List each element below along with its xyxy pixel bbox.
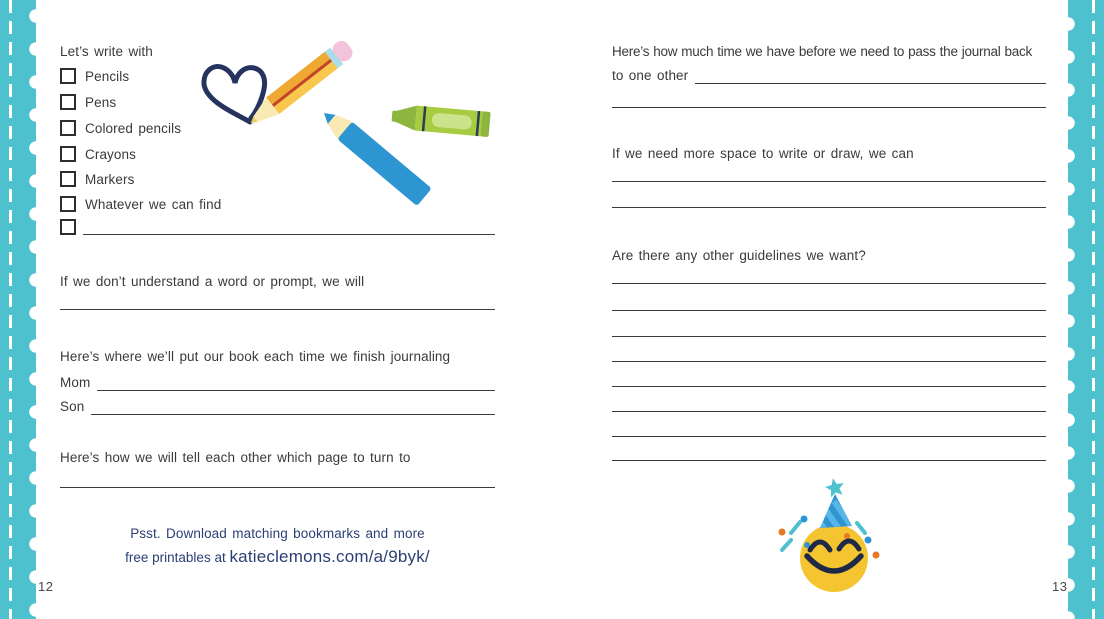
writing-line[interactable] bbox=[612, 460, 1046, 461]
writing-line[interactable] bbox=[612, 411, 1046, 412]
checkbox-blank[interactable] bbox=[60, 219, 76, 235]
writing-line[interactable] bbox=[612, 336, 1046, 337]
prompt-book-location: Here’s where we’ll put our book each time we finish journaling bbox=[60, 349, 451, 364]
writing-line[interactable] bbox=[612, 310, 1046, 311]
mom-answer-line[interactable] bbox=[97, 375, 495, 391]
writing-line[interactable] bbox=[60, 309, 495, 310]
printables-url-link[interactable]: katieclemons.com/a/9byk/ bbox=[229, 547, 430, 566]
writing-line[interactable] bbox=[612, 107, 1046, 108]
checkbox-row-pens bbox=[60, 93, 116, 111]
checkbox-label-pens: Pens bbox=[85, 94, 117, 110]
page-number-left: 12 bbox=[38, 579, 54, 594]
checkbox-row-crayons bbox=[60, 145, 136, 163]
prompt-dont-understand: If we don’t understand a word or prompt, we will bbox=[60, 274, 365, 289]
pass-back-row bbox=[612, 67, 1046, 84]
checkbox-label-markers: Markers bbox=[85, 171, 135, 187]
checkbox-markers[interactable] bbox=[60, 171, 76, 187]
footer-promo-line1: Psst. Download matching bookmarks and more bbox=[130, 526, 425, 541]
page-number-right: 13 bbox=[1052, 579, 1068, 594]
son-row bbox=[60, 398, 495, 415]
checkbox-crayons[interactable] bbox=[60, 146, 76, 162]
checkbox-label-crayons: Crayons bbox=[85, 146, 136, 162]
prompt-page-signal: Here’s how we will tell each other which page to turn to bbox=[60, 450, 411, 465]
checkbox-whatever[interactable] bbox=[60, 196, 76, 212]
left-tape-border bbox=[0, 0, 36, 619]
checkbox-label-pencils: Pencils bbox=[85, 68, 130, 84]
son-answer-line[interactable] bbox=[91, 399, 495, 415]
prompt-more-space: If we need more space to write or draw, we can bbox=[612, 146, 914, 161]
checkbox-row-markers bbox=[60, 170, 134, 188]
prompt-guidelines: Are there any other guidelines we want? bbox=[612, 248, 866, 263]
writing-line[interactable] bbox=[612, 181, 1046, 182]
mom-label: Mom bbox=[60, 375, 91, 390]
prompt-pass-back-line1: Here’s how much time we have before we need to pass the journal back bbox=[612, 44, 1032, 59]
prompt-pass-back-line2: to one other bbox=[612, 68, 689, 83]
writing-line[interactable] bbox=[612, 361, 1046, 362]
writing-line[interactable] bbox=[612, 283, 1046, 284]
checkbox-colored-pencils[interactable] bbox=[60, 120, 76, 136]
blank-option-line[interactable] bbox=[83, 219, 495, 235]
checkbox-label-whatever: Whatever we can find bbox=[85, 196, 222, 212]
son-label: Son bbox=[60, 399, 85, 414]
pass-back-answer-line[interactable] bbox=[695, 68, 1046, 84]
writing-tools-illustration bbox=[193, 42, 505, 212]
writing-line[interactable] bbox=[612, 436, 1046, 437]
writing-line[interactable] bbox=[60, 487, 495, 488]
checkbox-row-colored-pencils bbox=[60, 119, 181, 137]
checkbox-row-blank bbox=[60, 219, 495, 235]
mom-row bbox=[60, 374, 495, 391]
checkbox-pens[interactable] bbox=[60, 94, 76, 110]
write-with-heading: Let’s write with bbox=[60, 44, 153, 59]
party-face-icon bbox=[776, 476, 888, 604]
checkbox-row-pencils bbox=[60, 67, 129, 85]
checkbox-pencils[interactable] bbox=[60, 68, 76, 84]
right-tape-border bbox=[1068, 0, 1104, 619]
writing-line[interactable] bbox=[612, 386, 1046, 387]
footer-promo-prefix: free printables at bbox=[125, 550, 226, 565]
green-crayon-icon bbox=[391, 104, 491, 137]
writing-line[interactable] bbox=[612, 207, 1046, 208]
checkbox-label-colored-pencils: Colored pencils bbox=[85, 120, 182, 136]
footer-promo-line2 bbox=[60, 546, 495, 569]
